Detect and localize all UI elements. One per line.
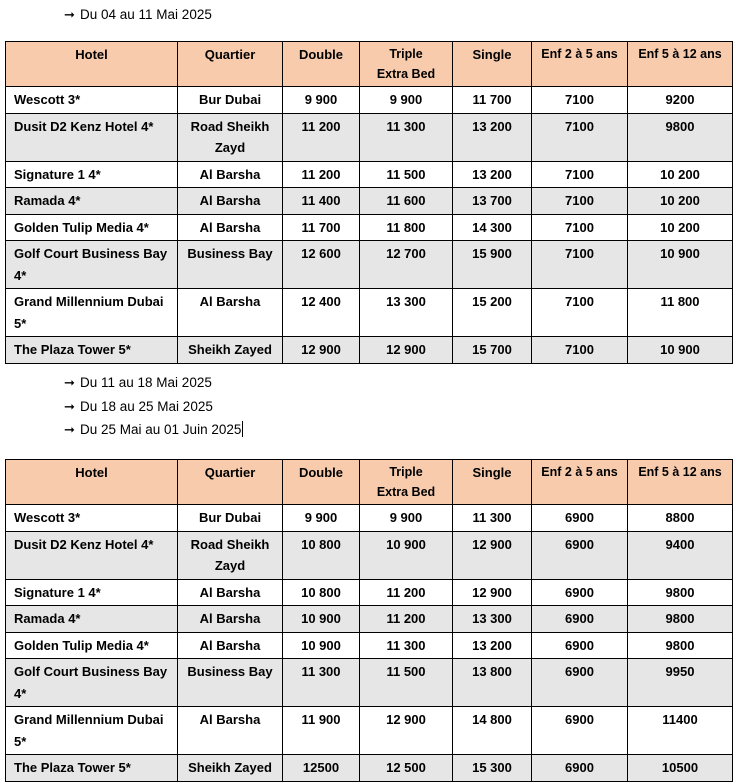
single-price-cell: 14 800 — [453, 707, 532, 755]
quartier-cell: Al Barsha — [178, 707, 283, 755]
triple-price-cell: 10 900 — [360, 531, 453, 579]
col-header-hotel: Hotel — [6, 460, 178, 505]
quartier-cell: Sheikh Zayed — [178, 337, 283, 364]
hotel-name-cell: Golden Tulip Media 4* — [6, 214, 178, 241]
hotel-name-cell: Dusit D2 Kenz Hotel 4* — [6, 113, 178, 161]
single-price-cell: 15 300 — [453, 755, 532, 782]
col-header-triple-line2: Extra Bed — [376, 485, 436, 499]
double-price-cell: 11 400 — [283, 188, 360, 215]
triple-price-cell: 9 900 — [360, 505, 453, 532]
col-header-triple-line1: Triple — [389, 465, 423, 479]
child-2-5-price-cell: 6900 — [532, 505, 628, 532]
date-range-text: Du 04 au 11 Mai 2025 — [80, 7, 212, 22]
child-2-5-price-cell: 7100 — [532, 289, 628, 337]
child-5-12-price-cell: 10 900 — [628, 337, 733, 364]
quartier-cell: Al Barsha — [178, 579, 283, 606]
double-price-cell: 10 900 — [283, 632, 360, 659]
child-5-12-price-cell: 10 900 — [628, 241, 733, 289]
single-price-cell: 13 200 — [453, 161, 532, 188]
child-2-5-price-cell: 7100 — [532, 113, 628, 161]
double-price-cell: 12 900 — [283, 337, 360, 364]
single-price-cell: 12 900 — [453, 579, 532, 606]
col-header-enf-5-12: Enf 5 à 12 ans — [628, 42, 733, 87]
table-row — [6, 241, 733, 289]
table-row — [6, 755, 733, 782]
single-price-cell: 13 700 — [453, 188, 532, 215]
hotel-name-cell: Golden Tulip Media 4* — [6, 632, 178, 659]
single-price-cell: 11 700 — [453, 87, 532, 114]
table-row — [6, 214, 733, 241]
col-header-triple-line2: Extra Bed — [376, 67, 436, 81]
child-2-5-price-cell: 6900 — [532, 659, 628, 707]
hotel-name-cell: Grand Millennium Dubai 5* — [6, 707, 178, 755]
col-header-single: Single — [453, 460, 532, 505]
triple-price-cell: 11 200 — [360, 606, 453, 633]
arrow-right-icon: ➞ — [64, 7, 75, 22]
child-2-5-price-cell: 7100 — [532, 188, 628, 215]
child-2-5-price-cell: 7100 — [532, 161, 628, 188]
triple-price-cell: 12 900 — [360, 707, 453, 755]
triple-price-cell: 13 300 — [360, 289, 453, 337]
arrow-right-icon: ➞ — [64, 398, 75, 414]
table-row — [6, 606, 733, 633]
period1-dates — [64, 3, 212, 27]
table-row — [6, 659, 733, 707]
quartier-cell: Business Bay — [178, 241, 283, 289]
triple-price-cell: 12 500 — [360, 755, 453, 782]
child-5-12-price-cell: 10 200 — [628, 214, 733, 241]
child-2-5-price-cell: 6900 — [532, 755, 628, 782]
col-header-quartier: Quartier — [178, 460, 283, 505]
double-price-cell: 12 600 — [283, 241, 360, 289]
hotel-name-cell: Signature 1 4* — [6, 579, 178, 606]
double-price-cell: 11 300 — [283, 659, 360, 707]
col-header-enf-2-5: Enf 2 à 5 ans — [532, 460, 628, 505]
single-price-cell: 15 900 — [453, 241, 532, 289]
double-price-cell: 11 200 — [283, 161, 360, 188]
date-range-text: Du 18 au 25 Mai 2025 — [80, 398, 213, 414]
double-price-cell: 10 900 — [283, 606, 360, 633]
child-5-12-price-cell: 9200 — [628, 87, 733, 114]
table-row — [6, 632, 733, 659]
table-row — [6, 161, 733, 188]
date-range-text: Du 25 Mai au 01 Juin 2025 — [80, 422, 242, 437]
double-price-cell: 10 800 — [283, 531, 360, 579]
child-2-5-price-cell: 6900 — [532, 632, 628, 659]
single-price-cell: 13 800 — [453, 659, 532, 707]
triple-price-cell: 11 500 — [360, 659, 453, 707]
child-2-5-price-cell: 7100 — [532, 214, 628, 241]
table-row — [6, 87, 733, 114]
quartier-cell: Sheikh Zayed — [178, 755, 283, 782]
rates-table-2 — [5, 459, 733, 782]
hotel-name-cell: Ramada 4* — [6, 606, 178, 633]
hotel-name-cell: Ramada 4* — [6, 188, 178, 215]
single-price-cell: 15 700 — [453, 337, 532, 364]
col-header-enf-5-12: Enf 5 à 12 ans — [628, 460, 733, 505]
table-row — [6, 531, 733, 579]
table-row — [6, 505, 733, 532]
col-header-hotel: Hotel — [6, 42, 178, 87]
period2-dates — [64, 371, 243, 442]
table-row — [6, 707, 733, 755]
child-2-5-price-cell: 7100 — [532, 241, 628, 289]
quartier-cell: Al Barsha — [178, 188, 283, 215]
arrow-right-icon: ➞ — [64, 375, 75, 390]
single-price-cell: 15 200 — [453, 289, 532, 337]
child-5-12-price-cell: 8800 — [628, 505, 733, 532]
quartier-cell: Road Sheikh Zayd — [178, 113, 283, 161]
double-price-cell: 10 800 — [283, 579, 360, 606]
child-2-5-price-cell: 6900 — [532, 707, 628, 755]
single-price-cell: 12 900 — [453, 531, 532, 579]
child-5-12-price-cell: 9800 — [628, 579, 733, 606]
date-range — [64, 395, 243, 419]
text-cursor — [242, 421, 243, 437]
quartier-cell: Business Bay — [178, 659, 283, 707]
single-price-cell: 14 300 — [453, 214, 532, 241]
col-header-single: Single — [453, 42, 532, 87]
date-range-text: Du 11 au 18 Mai 2025 — [80, 375, 212, 390]
table-header-row — [6, 460, 733, 505]
table-row — [6, 188, 733, 215]
col-header-double: Double — [283, 42, 360, 87]
col-header-triple-line1: Triple — [389, 47, 423, 61]
single-price-cell: 13 200 — [453, 113, 532, 161]
date-range — [64, 418, 243, 442]
hotel-name-cell: Grand Millennium Dubai 5* — [6, 289, 178, 337]
quartier-cell: Al Barsha — [178, 289, 283, 337]
hotel-name-cell: Golf Court Business Bay 4* — [6, 659, 178, 707]
single-price-cell: 13 300 — [453, 606, 532, 633]
col-header-enf-2-5: Enf 2 à 5 ans — [532, 42, 628, 87]
child-5-12-price-cell: 10500 — [628, 755, 733, 782]
double-price-cell: 12 400 — [283, 289, 360, 337]
triple-price-cell: 11 200 — [360, 579, 453, 606]
hotel-name-cell: Dusit D2 Kenz Hotel 4* — [6, 531, 178, 579]
single-price-cell: 11 300 — [453, 505, 532, 532]
child-5-12-price-cell: 9800 — [628, 606, 733, 633]
child-5-12-price-cell: 11400 — [628, 707, 733, 755]
table-row — [6, 289, 733, 337]
child-5-12-price-cell: 9800 — [628, 113, 733, 161]
col-header-triple — [360, 42, 453, 87]
col-header-quartier: Quartier — [178, 42, 283, 87]
table-row — [6, 337, 733, 364]
triple-price-cell: 11 300 — [360, 632, 453, 659]
double-price-cell: 12500 — [283, 755, 360, 782]
col-header-triple — [360, 460, 453, 505]
triple-price-cell: 11 600 — [360, 188, 453, 215]
hotel-name-cell: Signature 1 4* — [6, 161, 178, 188]
quartier-cell: Al Barsha — [178, 606, 283, 633]
double-price-cell: 11 700 — [283, 214, 360, 241]
double-price-cell: 11 900 — [283, 707, 360, 755]
triple-price-cell: 11 300 — [360, 113, 453, 161]
hotel-name-cell: Wescott 3* — [6, 87, 178, 114]
quartier-cell: Al Barsha — [178, 214, 283, 241]
child-2-5-price-cell: 6900 — [532, 531, 628, 579]
child-5-12-price-cell: 11 800 — [628, 289, 733, 337]
triple-price-cell: 11 500 — [360, 161, 453, 188]
arrow-right-icon: ➞ — [64, 422, 75, 437]
quartier-cell: Bur Dubai — [178, 87, 283, 114]
date-range — [64, 3, 212, 27]
child-2-5-price-cell: 7100 — [532, 337, 628, 364]
table-header-row — [6, 42, 733, 87]
child-5-12-price-cell: 9400 — [628, 531, 733, 579]
child-5-12-price-cell: 9800 — [628, 632, 733, 659]
table-row — [6, 579, 733, 606]
double-price-cell: 9 900 — [283, 505, 360, 532]
triple-price-cell: 11 800 — [360, 214, 453, 241]
col-header-double: Double — [283, 460, 360, 505]
single-price-cell: 13 200 — [453, 632, 532, 659]
quartier-cell: Bur Dubai — [178, 505, 283, 532]
hotel-name-cell: The Plaza Tower 5* — [6, 337, 178, 364]
child-5-12-price-cell: 9950 — [628, 659, 733, 707]
date-range — [64, 371, 243, 395]
triple-price-cell: 12 700 — [360, 241, 453, 289]
hotel-name-cell: Wescott 3* — [6, 505, 178, 532]
table-row — [6, 113, 733, 161]
triple-price-cell: 9 900 — [360, 87, 453, 114]
hotel-name-cell: The Plaza Tower 5* — [6, 755, 178, 782]
quartier-cell: Al Barsha — [178, 161, 283, 188]
child-5-12-price-cell: 10 200 — [628, 161, 733, 188]
rates-table-1 — [5, 41, 733, 364]
hotel-name-cell: Golf Court Business Bay 4* — [6, 241, 178, 289]
child-2-5-price-cell: 7100 — [532, 87, 628, 114]
child-2-5-price-cell: 6900 — [532, 606, 628, 633]
double-price-cell: 11 200 — [283, 113, 360, 161]
quartier-cell: Al Barsha — [178, 632, 283, 659]
triple-price-cell: 12 900 — [360, 337, 453, 364]
double-price-cell: 9 900 — [283, 87, 360, 114]
child-2-5-price-cell: 6900 — [532, 579, 628, 606]
quartier-cell: Road Sheikh Zayd — [178, 531, 283, 579]
child-5-12-price-cell: 10 200 — [628, 188, 733, 215]
